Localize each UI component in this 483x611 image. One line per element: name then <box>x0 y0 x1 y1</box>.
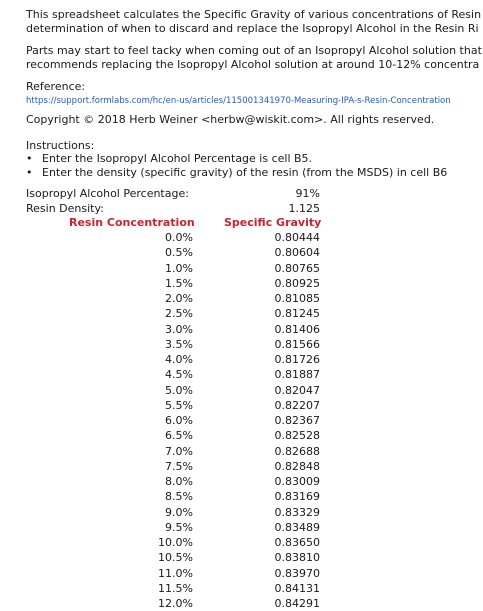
specific-gravity-cell[interactable]: 0.84291 <box>274 597 320 610</box>
resin-concentration-cell[interactable]: 5.0% <box>165 383 193 397</box>
table-row <box>0 520 483 535</box>
ipa-percentage-label: Isopropyl Alcohol Percentage: <box>26 187 189 200</box>
resin-concentration-cell[interactable]: 10.5% <box>158 551 193 565</box>
resin-concentration-cell[interactable]: 6.0% <box>165 414 193 427</box>
specific-gravity-cell[interactable]: 0.82047 <box>274 383 320 397</box>
resin-concentration-cell[interactable]: 9.5% <box>165 520 193 534</box>
resin-concentration-cell[interactable]: 7.5% <box>165 459 193 473</box>
reference-label: Reference: <box>26 80 86 93</box>
reference-link[interactable]: https://support.formlabs.com/hc/en-us/articles/115001341970-Measuring-IPA-s-Resin-Concentration <box>26 96 451 106</box>
resin-concentration-cell[interactable]: 8.5% <box>165 490 193 504</box>
table-row <box>0 581 483 596</box>
specific-gravity-cell[interactable]: 0.82207 <box>274 398 320 412</box>
table-row <box>0 306 483 321</box>
intro-line: This spreadsheet calculates the Specific Gravity of various concentrations of Resin <box>26 8 482 21</box>
resin-concentration-cell[interactable]: 7.0% <box>165 444 193 458</box>
instruction-text: Enter the Isopropyl Alcohol Percentage is cell B5. <box>42 152 313 165</box>
specific-gravity-cell[interactable]: 0.83329 <box>274 505 320 519</box>
copyright-text: Copyright © 2018 Herb Weiner <herbw@wiskit.com>. All rights reserved. <box>26 113 435 126</box>
resin-concentration-cell[interactable]: 4.5% <box>165 368 193 382</box>
table-row <box>0 489 483 504</box>
specific-gravity-cell[interactable]: 0.82688 <box>274 444 320 458</box>
resin-concentration-cell[interactable]: 10.0% <box>158 536 193 549</box>
specific-gravity-cell[interactable]: 0.81887 <box>274 368 320 382</box>
table-row <box>0 550 483 565</box>
resin-density-cell[interactable]: 1.125 <box>288 202 320 215</box>
resin-concentration-cell[interactable]: 3.0% <box>165 322 193 336</box>
table-row <box>0 383 483 398</box>
intro-line: recommends replacing the Isopropyl Alcohol solution at around 10-12% concentra <box>26 58 480 71</box>
resin-concentration-cell[interactable]: 1.5% <box>165 276 193 290</box>
resin-concentration-cell[interactable]: 11.0% <box>158 566 193 580</box>
instruction-item <box>26 166 447 180</box>
resin-concentration-cell[interactable]: 4.0% <box>165 353 193 366</box>
table-row <box>0 444 483 459</box>
instruction-item <box>26 152 312 166</box>
specific-gravity-cell[interactable]: 0.80925 <box>274 276 320 290</box>
table-row <box>0 230 483 245</box>
table-row <box>0 245 483 260</box>
specific-gravity-cell[interactable]: 0.83009 <box>274 475 320 488</box>
resin-concentration-cell[interactable]: 12.0% <box>158 597 193 610</box>
specific-gravity-cell[interactable]: 0.81245 <box>274 307 320 321</box>
instruction-text: Enter the density (specific gravity) of the resin (from the MSDS) in cell B6 <box>42 166 448 179</box>
resin-concentration-cell[interactable]: 6.5% <box>165 429 193 443</box>
table-row <box>0 596 483 611</box>
bullet-icon: • <box>26 166 33 179</box>
bullet-icon: • <box>26 152 33 165</box>
specific-gravity-cell[interactable]: 0.81726 <box>274 353 320 366</box>
specific-gravity-cell[interactable]: 0.82528 <box>274 429 320 443</box>
table-row <box>0 367 483 382</box>
resin-concentration-cell[interactable]: 2.5% <box>165 307 193 321</box>
specific-gravity-cell[interactable]: 0.81566 <box>274 337 320 351</box>
table-row <box>0 535 483 550</box>
resin-concentration-cell[interactable]: 2.0% <box>165 292 193 305</box>
table-row <box>0 505 483 520</box>
resin-concentration-cell[interactable]: 11.5% <box>158 581 193 595</box>
table-row <box>0 474 483 489</box>
table-row <box>0 337 483 352</box>
specific-gravity-cell[interactable]: 0.80444 <box>274 231 320 244</box>
specific-gravity-cell[interactable]: 0.80765 <box>274 261 320 275</box>
intro-line: determination of when to discard and replace the Isopropyl Alcohol in the Resin Ri <box>26 22 479 35</box>
table-row <box>0 413 483 428</box>
resin-density-label: Resin Density: <box>26 202 104 215</box>
resin-concentration-cell[interactable]: 9.0% <box>165 505 193 519</box>
table-row <box>0 566 483 581</box>
specific-gravity-cell[interactable]: 0.82848 <box>274 459 320 473</box>
resin-concentration-cell[interactable]: 0.5% <box>165 246 193 260</box>
specific-gravity-cell[interactable]: 0.81406 <box>274 322 320 336</box>
table-row <box>0 291 483 306</box>
resin-concentration-cell[interactable]: 1.0% <box>165 261 193 275</box>
table-row <box>0 352 483 367</box>
table-row <box>0 398 483 413</box>
table-row <box>0 261 483 276</box>
table-row <box>0 276 483 291</box>
specific-gravity-cell[interactable]: 0.80604 <box>274 246 320 260</box>
instructions-title: Instructions: <box>26 139 95 152</box>
intro-line: Parts may start to feel tacky when coming out of an Isopropyl Alcohol solution that <box>26 44 482 57</box>
resin-concentration-cell[interactable]: 3.5% <box>165 337 193 351</box>
table-row <box>0 322 483 337</box>
specific-gravity-cell[interactable]: 0.84131 <box>274 581 320 595</box>
resin-concentration-cell[interactable]: 0.0% <box>165 231 193 244</box>
specific-gravity-cell[interactable]: 0.82367 <box>274 414 320 427</box>
ipa-percentage-row <box>26 187 320 201</box>
specific-gravity-cell[interactable]: 0.83650 <box>274 536 320 549</box>
resin-concentration-header: Resin Concentration <box>69 216 195 229</box>
specific-gravity-cell[interactable]: 0.83810 <box>274 551 320 565</box>
table-row <box>0 459 483 474</box>
resin-concentration-cell[interactable]: 5.5% <box>165 398 193 412</box>
ipa-percentage-cell[interactable]: 91% <box>295 187 320 200</box>
specific-gravity-cell[interactable]: 0.83970 <box>274 566 320 580</box>
resin-density-row <box>26 202 320 216</box>
resin-concentration-cell[interactable]: 8.0% <box>165 475 193 488</box>
table-row <box>0 428 483 443</box>
specific-gravity-cell[interactable]: 0.83489 <box>274 520 320 534</box>
specific-gravity-cell[interactable]: 0.83169 <box>274 490 320 504</box>
specific-gravity-header: Specific Gravity <box>224 216 322 229</box>
specific-gravity-cell[interactable]: 0.81085 <box>274 292 320 305</box>
